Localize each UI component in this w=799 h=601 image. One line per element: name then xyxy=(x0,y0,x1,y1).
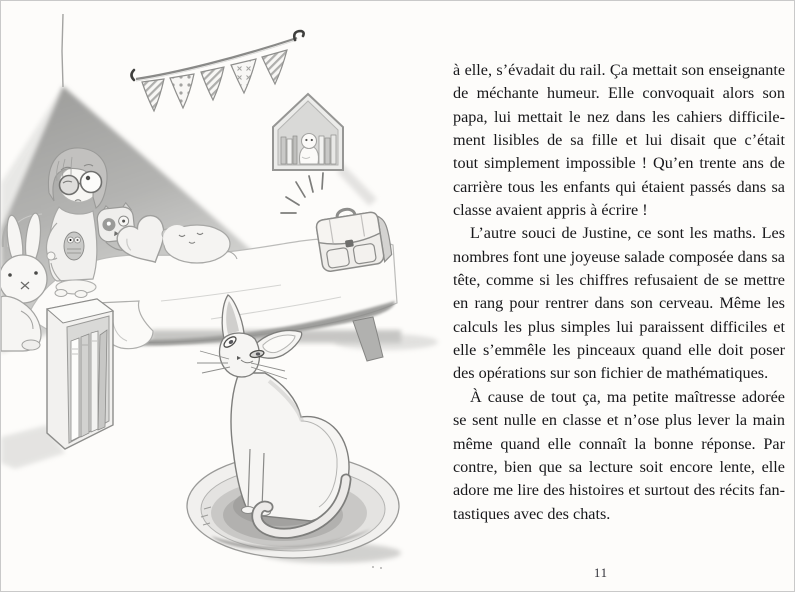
text-line: papa, lui mettait le nez dans les cahiers difficile- xyxy=(453,107,785,126)
text-column xyxy=(453,59,785,526)
text-line: L’autre souci de Justine, ce sont les maths. Les xyxy=(470,224,785,243)
paragraph xyxy=(453,386,785,526)
emphasis-lines xyxy=(281,173,323,213)
pennant-dotted xyxy=(170,74,194,108)
girl-foot xyxy=(75,291,87,298)
satchel-clasp xyxy=(345,239,354,247)
text-line: en rang pour rentrer dans son cerveau. Même les xyxy=(453,294,785,313)
garland-pin-right xyxy=(294,31,303,40)
pennant-striped xyxy=(262,50,287,84)
text-line: carrière tous les enfants qui étaient passés dans sa xyxy=(453,177,785,196)
text-line: adore me lire des histoires et surtout des récits fan- xyxy=(453,481,785,500)
satchel-pocket xyxy=(326,247,350,268)
house-shaped-shelf xyxy=(273,94,377,206)
text-line: ment lisibles de sa fille et lui disait que c’était xyxy=(453,131,785,150)
text-page xyxy=(453,59,785,526)
paragraph xyxy=(453,59,785,222)
text-line: tête, comme si les chiffres refusaient de se mettre xyxy=(453,271,785,290)
pennant-striped xyxy=(142,79,164,111)
owl-print xyxy=(64,232,84,260)
pennant-garland xyxy=(132,31,304,111)
text-line: calculs les plus simples lui paraissent difficiles et xyxy=(453,317,785,336)
garland-pin-left xyxy=(132,70,135,80)
text-line: À cause de tout ça, ma petite maîtresse adorée xyxy=(470,387,785,406)
text-line: à elle, s’évadait du rail. Ça mettait son enseignante xyxy=(453,61,785,79)
text-line: classe avaient appris à écrire ! xyxy=(453,201,648,220)
satchel-pocket xyxy=(353,243,377,264)
illustration xyxy=(1,1,446,591)
page-number: 11 xyxy=(593,566,609,580)
text-line: des opérations sur son fichier de mathématiques. xyxy=(453,364,769,383)
text-line: contre, bien que sa lecture soit encore lente, elle xyxy=(453,457,785,476)
text-line: de méchante humeur. Elle convoquait alors son xyxy=(453,84,785,103)
paragraph xyxy=(453,222,785,385)
bird-figurine xyxy=(299,134,318,165)
pennant-cross-dotted xyxy=(231,59,256,93)
pennant-striped xyxy=(201,67,224,100)
books xyxy=(71,330,107,441)
girl-foot xyxy=(55,290,67,297)
text-line: même quand elle connaît la bonne réponse. Par xyxy=(453,434,785,453)
text-line: se sent nulle en classe et n’ose plus lever la main xyxy=(453,411,785,430)
text-line: nombres font une joyeuse salade composée dans sa xyxy=(453,247,785,266)
text-line: tout simplement impossible ! Qu’en trente ans de xyxy=(453,154,785,173)
text-line: elle s’emmêle les pinceaux quand elle doit poser xyxy=(453,341,785,360)
text-line: tastiques avec des chats. xyxy=(453,504,611,523)
